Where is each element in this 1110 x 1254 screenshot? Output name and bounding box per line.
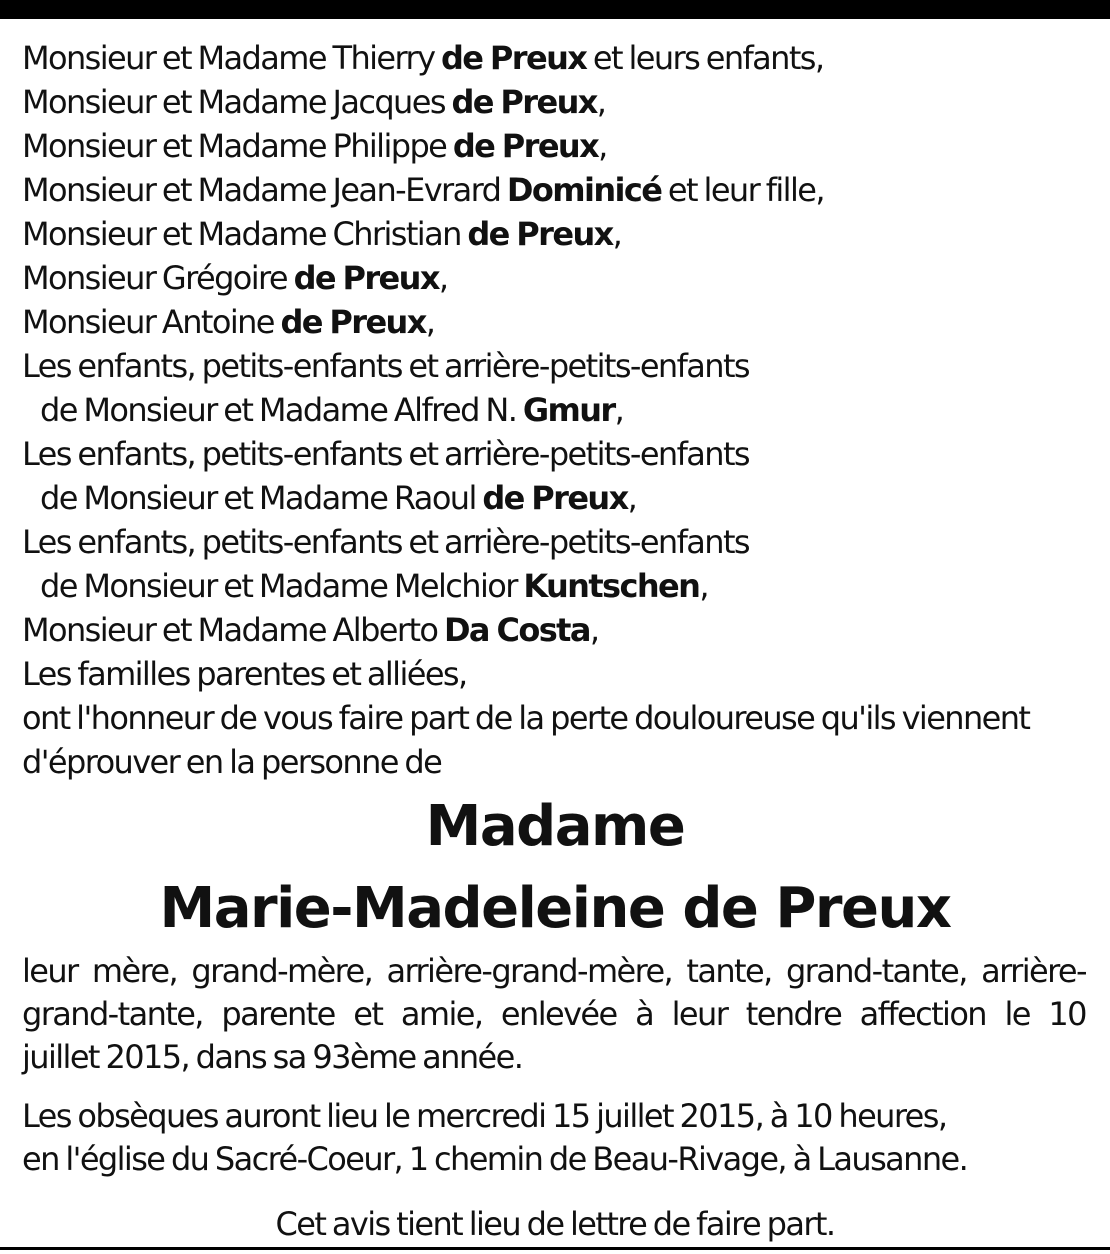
family-line xyxy=(22,212,1092,256)
family-line-text: Monsieur Antoine xyxy=(22,303,281,341)
family-line-suffix: et leur fille, xyxy=(661,171,824,209)
relation-word: le xyxy=(1004,995,1030,1033)
family-line-text: Monsieur Grégoire xyxy=(22,259,294,297)
family-line xyxy=(22,740,1092,784)
deceased-name: Marie-Madeleine de Preux xyxy=(159,876,951,941)
family-line-suffix: , xyxy=(614,391,624,429)
relation-word: arrière- xyxy=(981,952,1086,990)
family-surname: de Preux xyxy=(452,127,599,165)
top-border-rule xyxy=(0,0,1110,19)
relation-word: leur xyxy=(671,995,728,1033)
family-surname: Kuntschen xyxy=(523,567,700,605)
relation-word: juillet 2015, dans sa 93ème année. xyxy=(22,1038,523,1076)
family-surname: de Preux xyxy=(293,259,439,297)
family-line-text: de Monsieur et Madame Alfred N. xyxy=(40,391,523,429)
family-line-text: Les enfants, petits-enfants et arrière-petits-enfants xyxy=(22,347,749,385)
family-surname: Da Costa xyxy=(443,611,590,649)
family-line xyxy=(22,520,1092,564)
family-line xyxy=(22,36,1092,80)
family-line xyxy=(22,344,1092,388)
relation-word: parente xyxy=(221,995,335,1033)
relation-line xyxy=(22,1036,1086,1079)
family-line-text: ont l'honneur de vous faire part de la perte douloureuse qu'ils viennent xyxy=(22,699,1030,737)
family-line-suffix: , xyxy=(598,127,607,165)
relation-word: leur xyxy=(22,952,78,990)
family-line xyxy=(22,476,1092,520)
family-surname: Dominicé xyxy=(506,171,662,209)
family-line xyxy=(22,300,1092,344)
relation-word: enlevée xyxy=(500,995,617,1033)
family-line-text: Les enfants, petits-enfants et arrière-petits-enfants xyxy=(22,435,749,473)
family-line-text: d'éprouver en la personne de xyxy=(22,743,442,781)
family-surname: Gmur xyxy=(522,391,615,429)
relation-word: à xyxy=(635,995,654,1033)
family-line-suffix: , xyxy=(596,83,606,121)
family-line-suffix: et leurs enfants, xyxy=(586,39,824,77)
family-line-text: Monsieur et Madame Alberto xyxy=(22,611,444,649)
family-line xyxy=(22,608,1092,652)
family-line-suffix: , xyxy=(425,303,435,341)
family-line-text: Monsieur et Madame Jean-Evrard xyxy=(22,171,507,209)
family-line-text: de Monsieur et Madame Melchior xyxy=(40,567,524,605)
notice-line: Cet avis tient lieu de lettre de faire part. xyxy=(275,1205,835,1243)
family-line-text: Les familles parentes et alliées, xyxy=(22,655,467,693)
funeral-line-2: en l'église du Sacré-Coeur, 1 chemin de Beau-Rivage, à Lausanne. xyxy=(22,1140,968,1178)
family-line xyxy=(22,652,1092,696)
family-line xyxy=(22,432,1092,476)
family-line-text: Les enfants, petits-enfants et arrière-petits-enfants xyxy=(22,523,749,561)
relation-word: arrière-grand-mère, xyxy=(386,952,673,990)
family-surname: de Preux xyxy=(482,479,628,517)
family-line xyxy=(22,696,1092,740)
family-line xyxy=(22,388,1092,432)
family-surname: de Preux xyxy=(440,39,587,77)
relation-word: tendre xyxy=(745,995,842,1033)
family-surname: de Preux xyxy=(451,83,597,121)
family-line xyxy=(22,256,1092,300)
family-list xyxy=(22,36,1092,784)
family-surname: de Preux xyxy=(280,303,426,341)
relation-word: grand-mère, xyxy=(191,952,373,990)
funeral-paragraph xyxy=(22,1095,1092,1181)
family-line-text: Monsieur et Madame Philippe xyxy=(22,127,453,165)
family-line-text: de Monsieur et Madame Raoul xyxy=(40,479,483,517)
family-line-text: Monsieur et Madame Christian xyxy=(22,215,468,253)
funeral-line-1: Les obsèques auront lieu le mercredi 15 juillet 2015, à 10 heures, xyxy=(22,1097,947,1135)
family-line xyxy=(22,124,1092,168)
relation-word: amie, xyxy=(400,995,483,1033)
relation-line xyxy=(22,950,1086,993)
relation-line xyxy=(22,993,1086,1036)
family-line-suffix: , xyxy=(589,611,599,649)
relation-word: et xyxy=(353,995,383,1033)
family-line-suffix: , xyxy=(612,215,622,253)
family-line-text: Monsieur et Madame Thierry xyxy=(22,39,441,77)
relation-word: tante, xyxy=(686,952,772,990)
relation-word: affection xyxy=(859,995,986,1033)
family-line-suffix: , xyxy=(438,259,448,297)
relation-paragraph xyxy=(22,950,1086,1079)
relation-word: grand-tante, xyxy=(22,995,203,1033)
relation-word: 10 xyxy=(1048,995,1086,1033)
relation-word: grand-tante, xyxy=(785,952,967,990)
deceased-title: Madame xyxy=(425,794,685,859)
family-line-suffix: , xyxy=(627,479,637,517)
family-line-suffix: , xyxy=(699,567,708,605)
relation-word: mère, xyxy=(91,952,178,990)
family-line-text: Monsieur et Madame Jacques xyxy=(22,83,452,121)
family-surname: de Preux xyxy=(467,215,613,253)
family-line xyxy=(22,168,1092,212)
family-line xyxy=(22,80,1092,124)
bottom-border-rule xyxy=(0,1247,1110,1250)
family-line xyxy=(22,564,1092,608)
